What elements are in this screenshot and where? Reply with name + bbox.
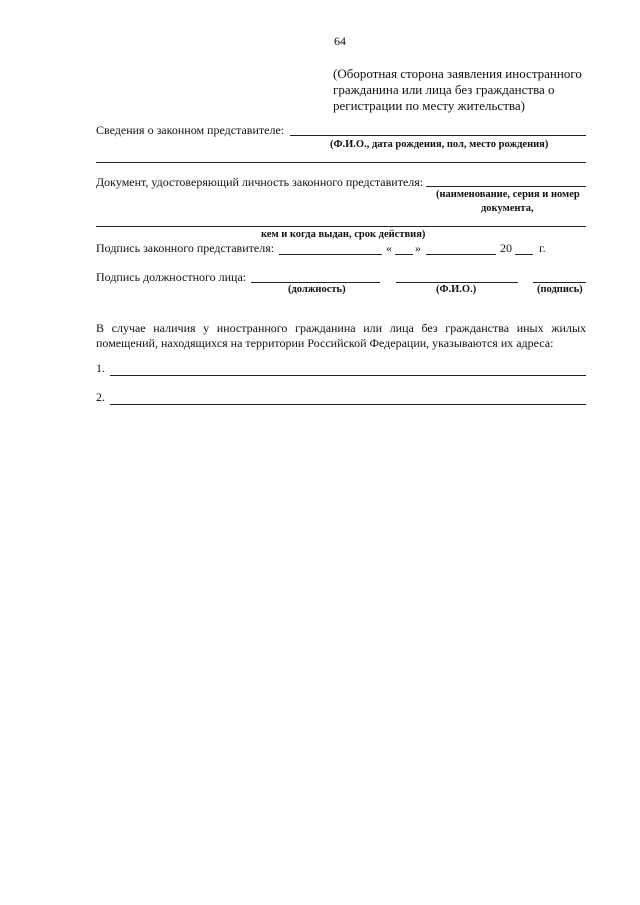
- official-signature-hint: (подпись): [537, 284, 583, 295]
- representative-signature-field[interactable]: [279, 254, 382, 255]
- month-field[interactable]: [426, 254, 496, 255]
- document-hint-3: кем и когда выдан, срок действия): [261, 229, 426, 240]
- quote-open: «: [386, 241, 392, 255]
- document-hint-1: (наименование, серия и номер: [436, 189, 580, 200]
- quote-close: »: [415, 241, 421, 255]
- representative-hint: (Ф.И.О., дата рождения, пол, место рождения): [330, 139, 549, 150]
- year-suffix: г.: [539, 241, 546, 255]
- document-field[interactable]: [426, 186, 586, 187]
- address-1-number: 1.: [96, 361, 105, 375]
- representative-signature-label: Подпись законного представителя:: [96, 241, 275, 255]
- official-position-hint: (должность): [288, 284, 346, 295]
- representative-field[interactable]: [290, 135, 586, 136]
- representative-label: Сведения о законном представителе:: [96, 123, 285, 137]
- year-prefix: 20: [500, 241, 512, 255]
- year-field[interactable]: [515, 254, 533, 255]
- document-hint-2: документа,: [481, 203, 534, 214]
- official-position-field[interactable]: [251, 282, 380, 283]
- addresses-intro-line-1: В случае наличия у иностранного гражданина или лица без гражданства иных жилых: [96, 321, 586, 335]
- official-signature-label: Подпись должностного лица:: [96, 270, 247, 284]
- address-2-number: 2.: [96, 390, 105, 404]
- official-name-field[interactable]: [396, 282, 518, 283]
- header-line-3: регистрации по месту жительства): [333, 98, 525, 113]
- addresses-intro-line-2: помещений, находящихся на территории Российской Федерации, указываются их адреса:: [96, 336, 554, 350]
- page-number: 64: [334, 34, 346, 48]
- official-name-hint: (Ф.И.О.): [436, 284, 477, 295]
- header-line-2: гражданина или лица без гражданства о: [333, 82, 555, 97]
- official-signature-field[interactable]: [533, 282, 586, 283]
- representative-field-line-2[interactable]: [96, 162, 586, 163]
- day-field[interactable]: [395, 254, 413, 255]
- document-label: Документ, удостоверяющий личность законного представителя:: [96, 175, 424, 189]
- document-field-line-2[interactable]: [96, 226, 586, 227]
- address-1-field[interactable]: [110, 375, 586, 376]
- header-line-1: (Оборотная сторона заявления иностранного: [333, 66, 582, 81]
- address-2-field[interactable]: [110, 404, 586, 405]
